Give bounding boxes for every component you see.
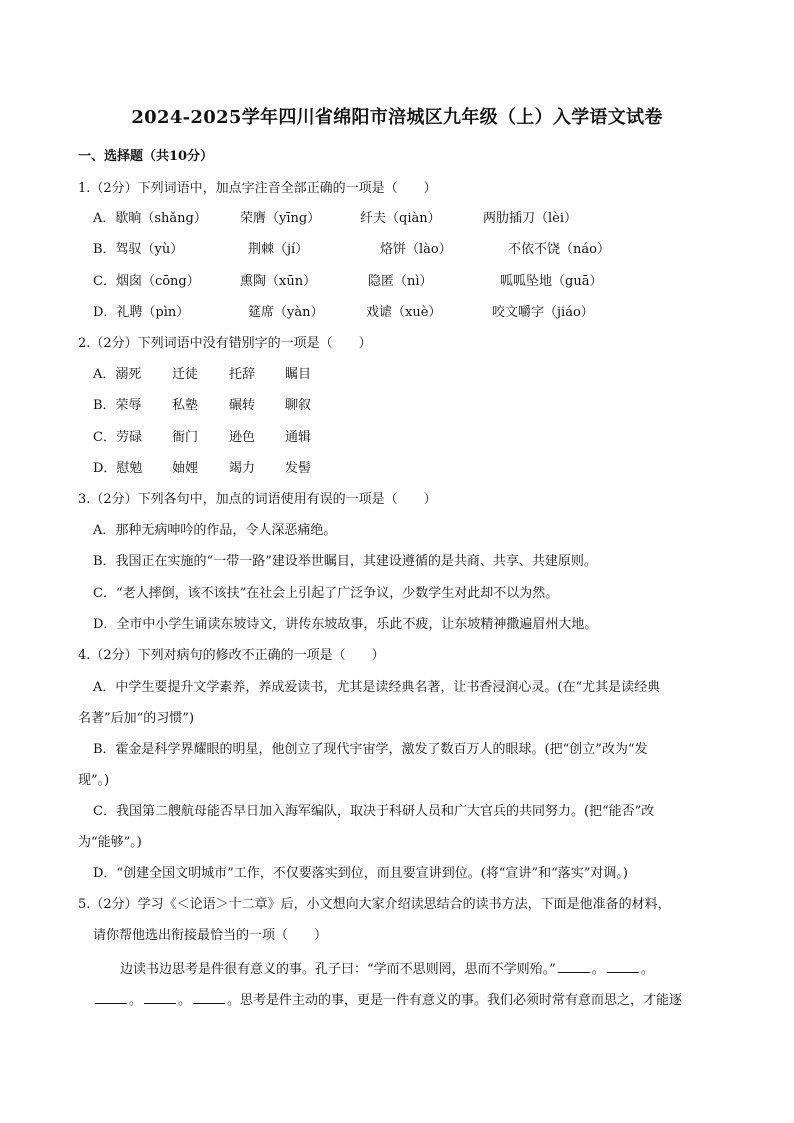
q4-option-c-line2: 为“能够”。) <box>78 835 142 850</box>
blank-3 <box>95 993 127 1004</box>
q3-option-d: D．全市中小学生诵读东坡诗文，讲传东坡故事，乐此不疲，让东坡精神撒遍眉州大地。 <box>93 617 598 632</box>
q5-passage-text: 边读书边思考是件很有意义的事。孔子曰：“学而不思则罔，思而不学则殆。” <box>120 962 556 977</box>
q4-option-b-line1: B．霍金是科学界耀眼的明星，他创立了现代宇宙学，激发了数百万人的眼球。(把“创立”改为“发 <box>93 742 648 757</box>
q2-option-b-3: 碾转 <box>229 398 256 413</box>
blank-5 <box>193 993 225 1004</box>
section-heading: 一、选择题（共10分） <box>78 149 214 164</box>
question-5-stem-line1: 5.（2分）学习《＜论语＞十二章》后，小文想向大家介绍读思结合的读书方法，下面是他准备的材料， <box>78 897 671 912</box>
q4-option-c-line1: C．我国第二艘航母能否早日加入海军编队，取决于科研人员和广大官兵的共同努力。(把“能否”改 <box>93 804 655 819</box>
q2-option-a-1: A．溺死 <box>93 367 142 382</box>
q1-option-b-2: 荆棘（jí） <box>248 242 309 257</box>
q5-passage-line2: 。 。 。思考是件主动的事，更是一件有意义的事。我们必须时常有意而思之，才能逐 <box>93 989 682 1008</box>
page-title: 2024-2025学年四川省绵阳市涪城区九年级（上）入学语文试卷 <box>131 107 663 128</box>
q5-passage-line1: 边读书边思考是件很有意义的事。孔子曰：“学而不思则罔，思而不学则殆。” 。 。 <box>120 962 654 977</box>
q1-option-c-3: 隐匿（nì） <box>368 274 433 289</box>
q2-option-a-4: 瞩目 <box>285 367 312 382</box>
q2-option-a-2: 迁徒 <box>172 367 199 382</box>
q1-option-d-3: 戏谑（xuè） <box>366 305 442 320</box>
q1-option-a-1: A．歇晌（shǎng） <box>93 211 207 226</box>
q1-option-d-1: D．礼聘（pìn） <box>93 305 190 320</box>
q1-option-c-4: 呱呱坠地（guā） <box>500 274 603 289</box>
q2-option-c-2: 衙门 <box>172 430 199 445</box>
q2-option-b-1: B．荣辱 <box>93 398 142 413</box>
q1-option-b-4: 不依不饶（náo） <box>508 242 610 257</box>
q2-option-d-4: 发髻 <box>285 461 312 476</box>
q2-option-b-2: 私塾 <box>172 398 199 413</box>
q1-option-d-2: 筵席（yàn） <box>248 305 324 320</box>
q4-option-d: D．“创建全国文明城市”工作，不仅要落实到位，而且要宣讲到位。(将“宣讲”和“落实”对调。) <box>93 866 628 881</box>
q1-option-a-2: 荣膺（yīng） <box>240 211 321 226</box>
q4-option-b-line2: 现”。) <box>78 773 110 788</box>
q2-option-c-1: C．劳碌 <box>93 430 142 445</box>
q1-option-c-1: C．烟囱（cōng） <box>93 274 200 289</box>
q1-option-d-4: 咬文嚼字（jiáo） <box>492 305 594 320</box>
q1-option-b-1: B．驾驭（yù） <box>93 242 184 257</box>
q1-option-b-3: 烙饼（lào） <box>380 242 452 257</box>
q4-option-a-line1: A．中学生要提升文学素养，养成爱读书，尤其是读经典名著，让书香浸润心灵。(在“尤其是读经典 <box>93 680 661 695</box>
question-5-stem-line2: 请你帮他选出衔接最恰当的一项（ ） <box>93 928 328 943</box>
blank-2 <box>607 962 639 973</box>
q2-option-a-3: 托辞 <box>229 367 256 382</box>
q1-option-c-2: 熏陶（xūn） <box>240 274 317 289</box>
q3-option-c: C．“老人摔倒，该不该扶”在社会上引起了广泛争议，少数学生对此却不以为然。 <box>93 586 559 601</box>
q3-option-a: A．那种无病呻吟的作品，令人深恶痛绝。 <box>93 523 337 538</box>
q3-option-b: B．我国正在实施的“一带一路”建设举世瞩目，其建设遵循的是共商、共享、共建原则。 <box>93 554 597 569</box>
q2-option-d-1: D．慰勉 <box>93 461 143 476</box>
question-4-stem: 4.（2分）下列对病句的修改不正确的一项是（ ） <box>78 648 385 663</box>
q2-option-c-4: 通辑 <box>285 430 312 445</box>
q5-passage-tail: 思考是件主动的事，更是一件有意义的事。我们必须时常有意而思之，才能逐 <box>240 993 683 1008</box>
question-3-stem: 3.（2分）下列各句中，加点的词语使用有误的一项是（ ） <box>78 492 437 507</box>
q1-option-a-3: 纤夫（qiàn） <box>360 211 441 226</box>
question-2-stem: 2.（2分）下列词语中没有错别字的一项是（ ） <box>78 336 372 351</box>
question-1-stem: 1.（2分）下列词语中，加点字注音全部正确的一项是（ ） <box>78 181 437 196</box>
blank-1 <box>558 962 590 973</box>
q2-option-b-4: 聊叙 <box>285 398 312 413</box>
q2-option-c-3: 逊色 <box>229 430 256 445</box>
blank-4 <box>144 993 176 1004</box>
q4-option-a-line2: 名著”后加“的习惯”) <box>78 711 195 726</box>
q1-option-a-4: 两肋插刀（lèi） <box>483 211 578 226</box>
q2-option-d-3: 竭力 <box>229 461 256 476</box>
q2-option-d-2: 妯娌 <box>172 461 199 476</box>
